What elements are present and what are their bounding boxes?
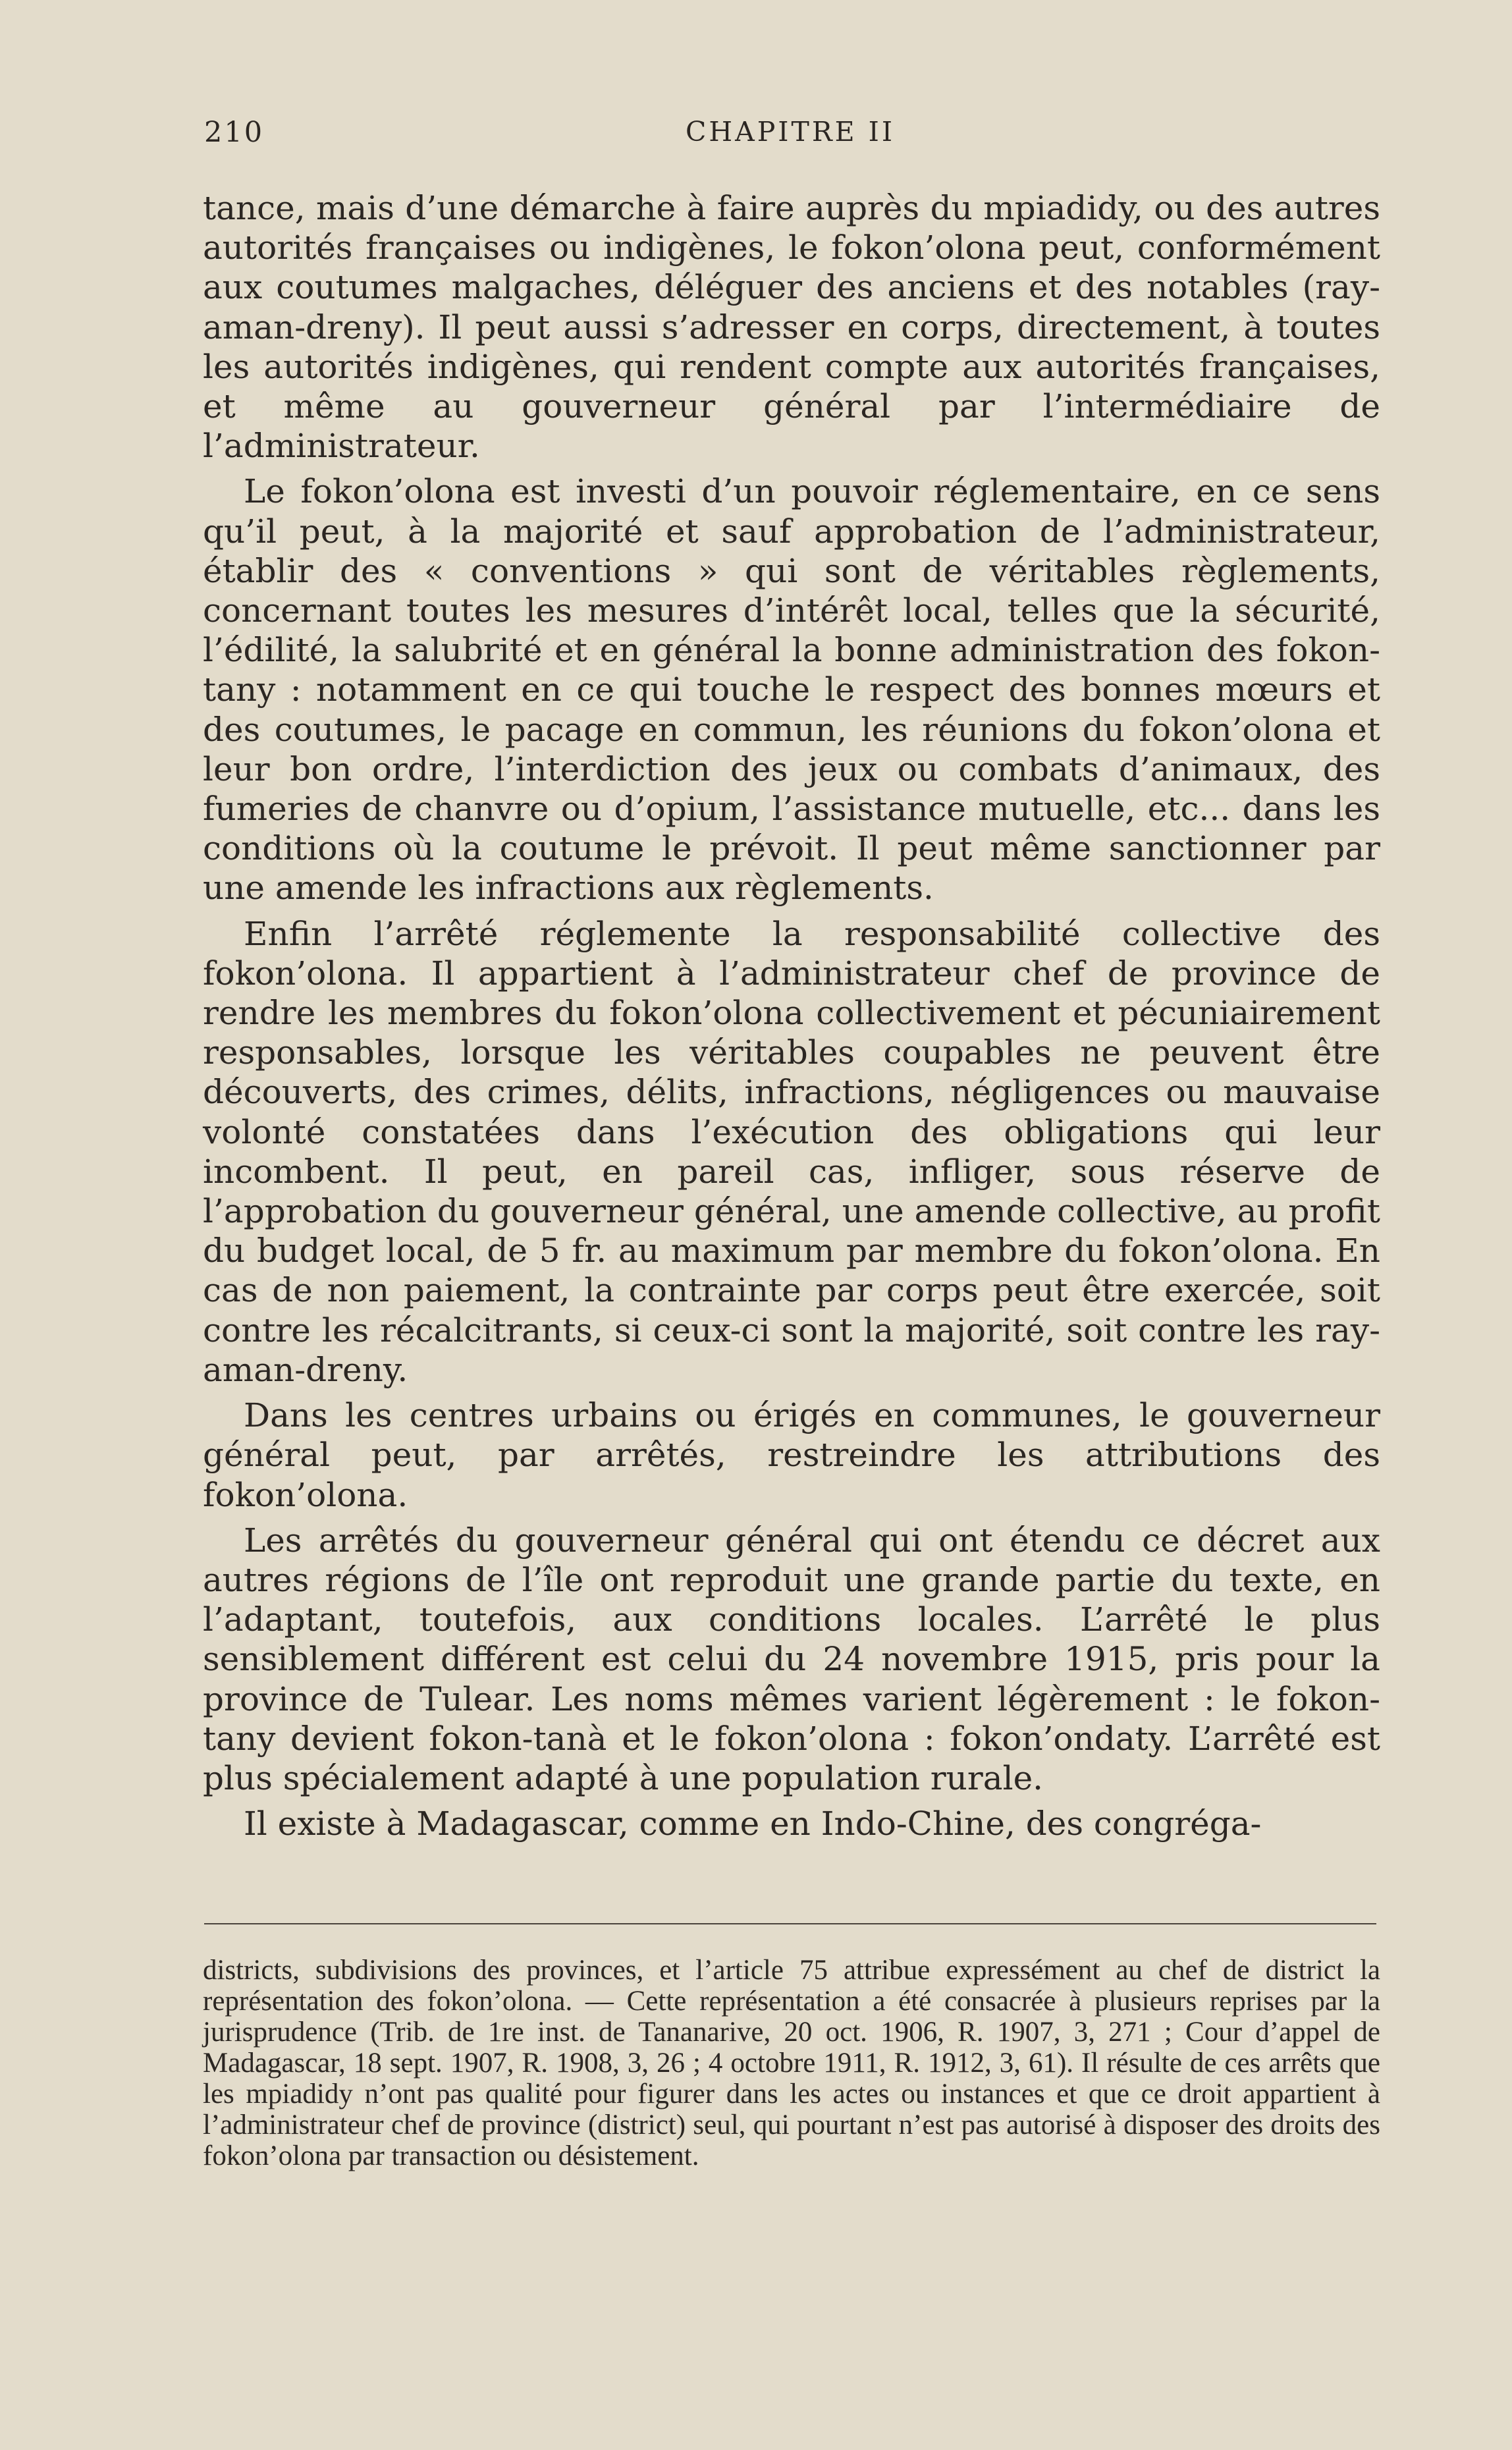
page-header	[204, 116, 1376, 155]
paragraph: Dans les centres urbains ou érigés en communes, le gouverneur général peut, par arrêtés, restreindre les attributions des fokon’olona.	[203, 1396, 1380, 1514]
paragraph: Les arrêtés du gouverneur général qui ont étendu ce décret aux autres régions de l’île ont reproduit une grande partie du texte, en l’adaptant, toutefois, aux conditions locales. L’arrêté le plus sensiblement différent est celui du 24 novembre 1915, pris pour la province de Tulear. Les noms mêmes varient légèrement : le fokon-tany devient fokon-tanà et le fokon’olona : fokon’ondaty. L’arrêté est plus spécialement adapté à une population rurale.	[203, 1521, 1380, 1797]
footnote: districts, subdivisions des provinces, et l’article 75 attribue expressément au chef de district la représentation des fokon’olona. — Cette représentation a été consacrée à plusieurs reprises par la jurisprudence (Trib. de 1re inst. de Tananarive, 20 oct. 1906, R. 1907, 3, 271 ; Cour d’appel de Madagascar, 18 sept. 1907, R. 1908, 3, 26 ; 4 octobre 1911, R. 1912, 3, 61). Il résulte de ces arrêts que les mpiadidy n’ont pas qualité pour figurer dans les actes ou instances et que ce droit appartient à l’administrateur chef de province (district) seul, qui pourtant n’est pas autorisé à disposer des droits des fokon’olona par transaction ou désistement.	[203, 1955, 1380, 2171]
paragraph: Enfin l’arrêté réglemente la responsabilité collective des fokon’olona. Il appartient à l’administrateur chef de province de rendre les membres du fokon’olona collectivement et pécuniairement responsables, lorsque les véritables coupables ne peuvent être découverts, des crimes, délits, infractions, négligences ou mauvaise volonté constatées dans l’exécution des obligations qui leur incombent. Il peut, en pareil cas, infliger, sous réserve de l’approbation du gouverneur général, une amende collective, au profit du budget local, de 5 fr. au maximum par membre du fokon’olona. En cas de non paiement, la contrainte par corps peut être exercée, soit contre les récalcitrants, si ceux-ci sont la majorité, soit contre les ray-aman-dreny.	[203, 914, 1380, 1389]
paragraph: Le fokon’olona est investi d’un pouvoir réglementaire, en ce sens qu’il peut, à la majorité et sauf approbation de l’administrateur, établir des « conventions » qui sont de véritables règlements, concernant toutes les mesures d’intérêt local, telles que la sécurité, l’édilité, la salubrité et en général la bonne administration des fokon-tany : notamment en ce qui touche le respect des bonnes mœurs et des coutumes, le pacage en commun, les réunions du fokon’olona et leur bon ordre, l’interdiction des jeux ou combats d’animaux, des fumeries de chanvre ou d’opium, l’assistance mutuelle, etc... dans les conditions où la coutume le prévoit. Il peut même sanctionner par une amende les infractions aux règlements.	[203, 472, 1380, 908]
running-head: CHAPITRE II	[685, 116, 896, 148]
body-text	[203, 188, 1380, 1843]
page-number: 210	[204, 116, 265, 149]
paragraph: Il existe à Madagascar, comme en Indo-Chine, des congréga-	[244, 1805, 1262, 1843]
paragraph-continuation: tance, mais d’une démarche à faire auprès du mpiadidy, ou des autres autorités françaises ou indigènes, le fokon’olona peut, conformément aux coutumes malgaches, déléguer des anciens et des notables (ray-aman-dreny). Il peut aussi s’adresser en corps, directement, à toutes les autorités indigènes, qui rendent compte aux autorités françaises, et même au gouverneur général par l’intermédiaire de l’administrateur.	[203, 189, 1380, 466]
footnote-divider	[204, 1923, 1376, 1924]
